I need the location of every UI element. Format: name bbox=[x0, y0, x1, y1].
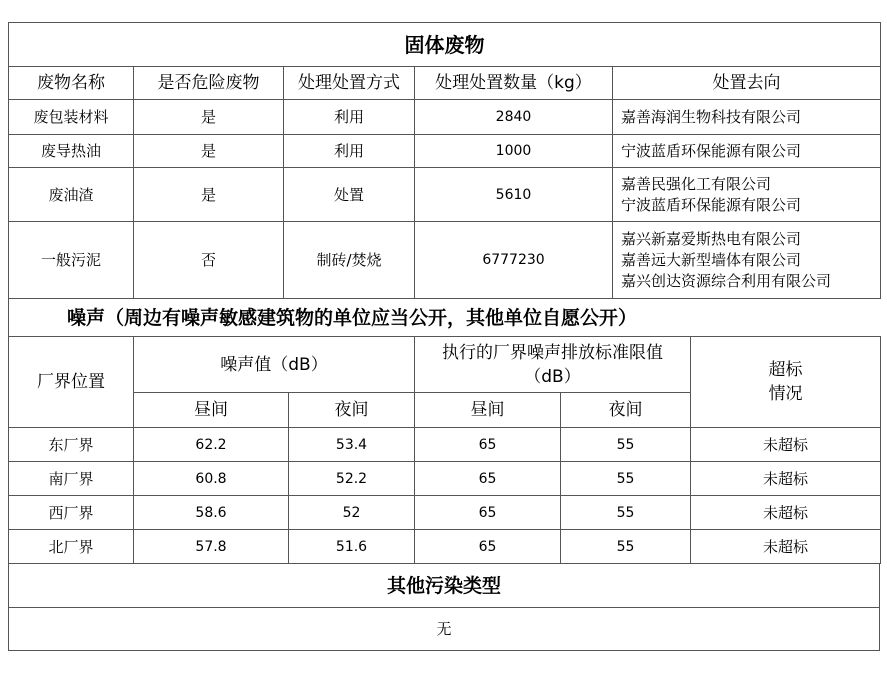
header-destination: 处置去向 bbox=[613, 67, 881, 100]
destination-line: 嘉善民强化工有限公司 bbox=[621, 174, 772, 193]
waste-destination bbox=[613, 135, 881, 168]
waste-name: 废导热油 bbox=[9, 135, 134, 168]
exceed-status: 未超标 bbox=[691, 462, 881, 496]
std-night: 55 bbox=[561, 462, 691, 496]
waste-method: 利用 bbox=[284, 100, 415, 135]
waste-name: 一般污泥 bbox=[9, 222, 134, 299]
noise-night: 52 bbox=[289, 496, 415, 530]
noise-position: 东厂界 bbox=[9, 428, 134, 462]
table-row bbox=[9, 100, 881, 135]
solid-waste-table bbox=[8, 22, 881, 299]
header-exceed: 超标 情况 bbox=[691, 337, 881, 428]
header-position: 厂界位置 bbox=[9, 337, 134, 428]
waste-quantity: 2840 bbox=[415, 100, 613, 135]
noise-day: 60.8 bbox=[134, 462, 289, 496]
waste-destination bbox=[613, 100, 881, 135]
header-method: 处理处置方式 bbox=[284, 67, 415, 100]
waste-destination bbox=[613, 168, 881, 222]
table-row bbox=[9, 222, 881, 299]
noise-night: 53.4 bbox=[289, 428, 415, 462]
destination-line: 宁波蓝盾环保能源有限公司 bbox=[621, 141, 802, 160]
waste-quantity: 5610 bbox=[415, 168, 613, 222]
std-night: 55 bbox=[561, 530, 691, 564]
std-day: 65 bbox=[415, 496, 561, 530]
destination-line: 嘉善远大新型墙体有限公司 bbox=[621, 250, 802, 269]
std-day: 65 bbox=[415, 462, 561, 496]
noise-table bbox=[8, 298, 881, 564]
waste-hazardous: 是 bbox=[134, 100, 284, 135]
table-row bbox=[9, 530, 881, 564]
noise-night: 51.6 bbox=[289, 530, 415, 564]
waste-method: 制砖/焚烧 bbox=[284, 222, 415, 299]
noise-header-row bbox=[9, 337, 881, 393]
other-pollution-title: 其他污染类型 bbox=[9, 564, 880, 608]
header-std-day: 昼间 bbox=[415, 393, 561, 428]
header-hazardous: 是否危险废物 bbox=[134, 67, 284, 100]
waste-method: 处置 bbox=[284, 168, 415, 222]
report-sheet-body bbox=[8, 22, 880, 651]
table-row bbox=[9, 135, 881, 168]
header-quantity: 处理处置数量（kg） bbox=[415, 67, 613, 100]
noise-day: 57.8 bbox=[134, 530, 289, 564]
other-pollution-table bbox=[8, 563, 880, 651]
std-night: 55 bbox=[561, 428, 691, 462]
header-noise-value: 噪声值（dB） bbox=[134, 337, 415, 393]
table-row bbox=[9, 168, 881, 222]
table-row bbox=[9, 462, 881, 496]
destination-line: 宁波蓝盾环保能源有限公司 bbox=[621, 195, 802, 214]
destination-line: 嘉兴创达资源综合利用有限公司 bbox=[621, 271, 832, 290]
noise-night: 52.2 bbox=[289, 462, 415, 496]
header-std-night: 夜间 bbox=[561, 393, 691, 428]
waste-hazardous: 否 bbox=[134, 222, 284, 299]
header-waste-name: 废物名称 bbox=[9, 67, 134, 100]
waste-quantity: 1000 bbox=[415, 135, 613, 168]
noise-day: 58.6 bbox=[134, 496, 289, 530]
noise-day: 62.2 bbox=[134, 428, 289, 462]
waste-name: 废油渣 bbox=[9, 168, 134, 222]
destination-line: 嘉善海润生物科技有限公司 bbox=[621, 107, 802, 126]
noise-position: 南厂界 bbox=[9, 462, 134, 496]
waste-hazardous: 是 bbox=[134, 168, 284, 222]
noise-position: 北厂界 bbox=[9, 530, 134, 564]
destination-line: 嘉兴新嘉爱斯热电有限公司 bbox=[621, 229, 802, 248]
exceed-status: 未超标 bbox=[691, 428, 881, 462]
std-day: 65 bbox=[415, 428, 561, 462]
waste-method: 利用 bbox=[284, 135, 415, 168]
header-night: 夜间 bbox=[289, 393, 415, 428]
noise-position: 西厂界 bbox=[9, 496, 134, 530]
std-night: 55 bbox=[561, 496, 691, 530]
header-day: 昼间 bbox=[134, 393, 289, 428]
waste-destination bbox=[613, 222, 881, 299]
std-day: 65 bbox=[415, 530, 561, 564]
other-pollution-value: 无 bbox=[9, 608, 880, 651]
solid-waste-header-row bbox=[9, 67, 881, 100]
table-row bbox=[9, 428, 881, 462]
waste-hazardous: 是 bbox=[134, 135, 284, 168]
noise-title: 噪声（周边有噪声敏感建筑物的单位应当公开，其他单位自愿公开） bbox=[9, 299, 881, 337]
exceed-status: 未超标 bbox=[691, 496, 881, 530]
header-standard: 执行的厂界噪声排放标准限值（dB） bbox=[415, 337, 691, 393]
waste-quantity: 6777230 bbox=[415, 222, 613, 299]
waste-name: 废包装材料 bbox=[9, 100, 134, 135]
table-row bbox=[9, 496, 881, 530]
solid-waste-title: 固体废物 bbox=[9, 23, 881, 67]
exceed-status: 未超标 bbox=[691, 530, 881, 564]
